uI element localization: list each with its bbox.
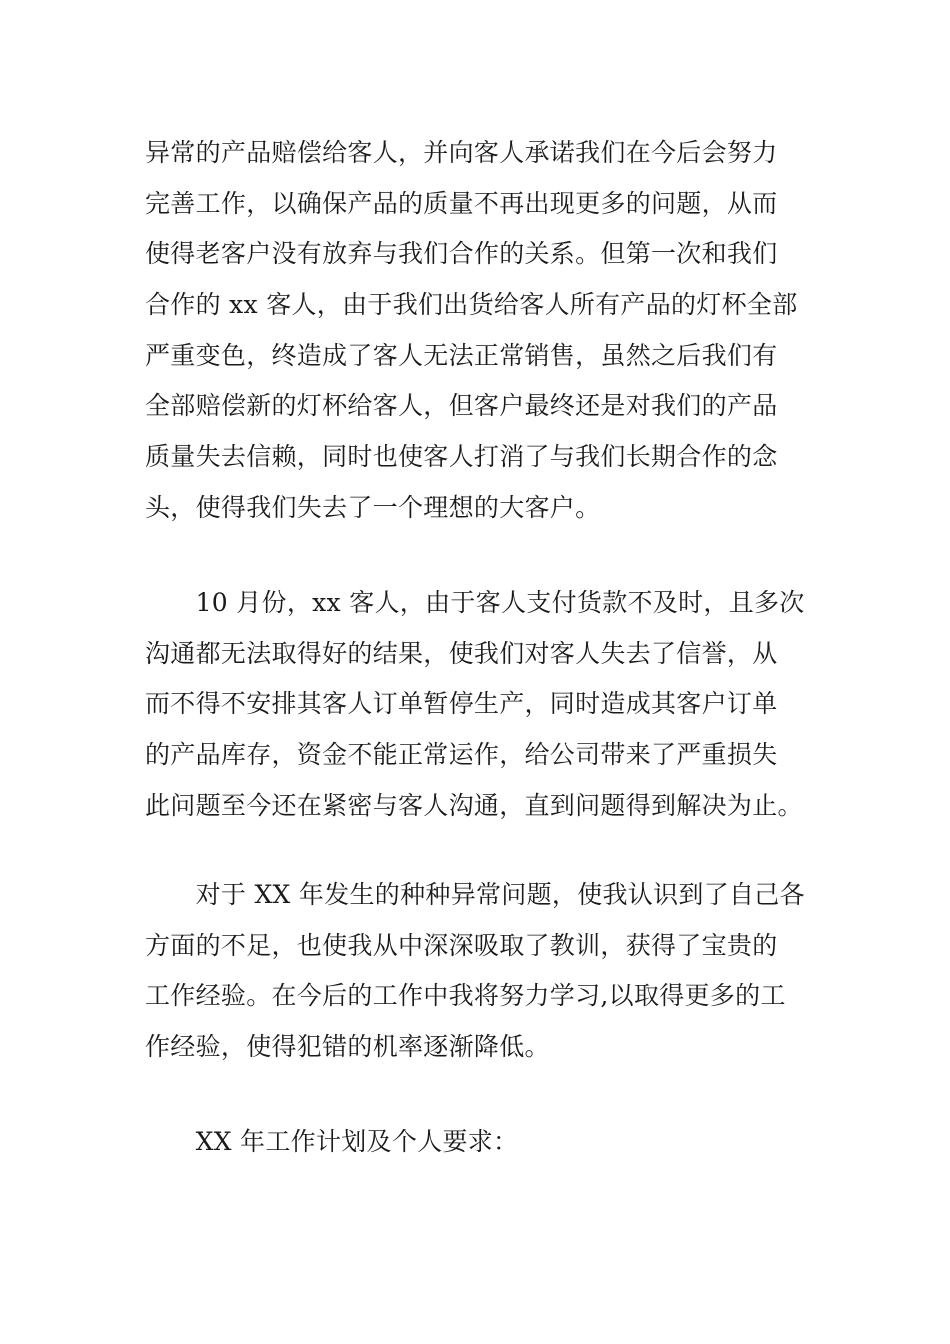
text-line: 方面的不足，也使我从中深深吸取了教训，获得了宝贵的 — [145, 930, 778, 960]
text-line: 工作经验。在今后的工作中我将努力学习,以取得更多的工 — [145, 981, 786, 1011]
text-line: 头，使得我们失去了一个理想的大客户。 — [145, 492, 601, 522]
text-line: 的产品库存，资金不能正常运作，给公司带来了严重损失 — [145, 740, 778, 770]
text-line: 合作的 xx 客人，由于我们出货给客人所有产品的灯杯全部 — [145, 290, 798, 320]
section-heading-work-plan — [145, 1117, 810, 1168]
text-line: 使得老客户没有放弃与我们合作的关系。但第一次和我们 — [145, 239, 778, 269]
text-line: 质量失去信赖，同时也使客人打消了与我们长期合作的念 — [145, 442, 778, 472]
text-line: 严重变色，终造成了客人无法正常销售，虽然之后我们有 — [145, 340, 778, 370]
text-line: 此问题至今还在紧密与客人沟通，直到问题得到解决为止。 — [145, 790, 803, 820]
text-line: 10 月份，xx 客人，由于客人支付货款不及时，且多次 — [145, 588, 805, 617]
paragraph-lessons-learned — [145, 870, 810, 1073]
text-line: XX 年工作计划及个人要求： — [145, 1127, 519, 1156]
text-line: 完善工作，以确保产品的质量不再出现更多的问题，从而 — [145, 188, 778, 218]
text-line: 沟通都无法取得好的结果，使我们对客人失去了信誉，从 — [145, 638, 778, 668]
paragraph-customer-compensation — [145, 128, 810, 534]
text-line: 而不得不安排其客人订单暂停生产，同时造成其客户订单 — [145, 689, 778, 719]
paragraph-october-payment — [145, 578, 810, 831]
text-line: 全部赔偿新的灯杯给客人，但客户最终还是对我们的产品 — [145, 391, 778, 421]
text-line: 异常的产品赔偿给客人，并向客人承诺我们在今后会努力 — [145, 138, 778, 167]
text-line: 对于 XX 年发生的种种异常问题，使我认识到了自己各 — [145, 880, 805, 909]
text-line: 作经验，使得犯错的机率逐渐降低。 — [145, 1032, 550, 1062]
